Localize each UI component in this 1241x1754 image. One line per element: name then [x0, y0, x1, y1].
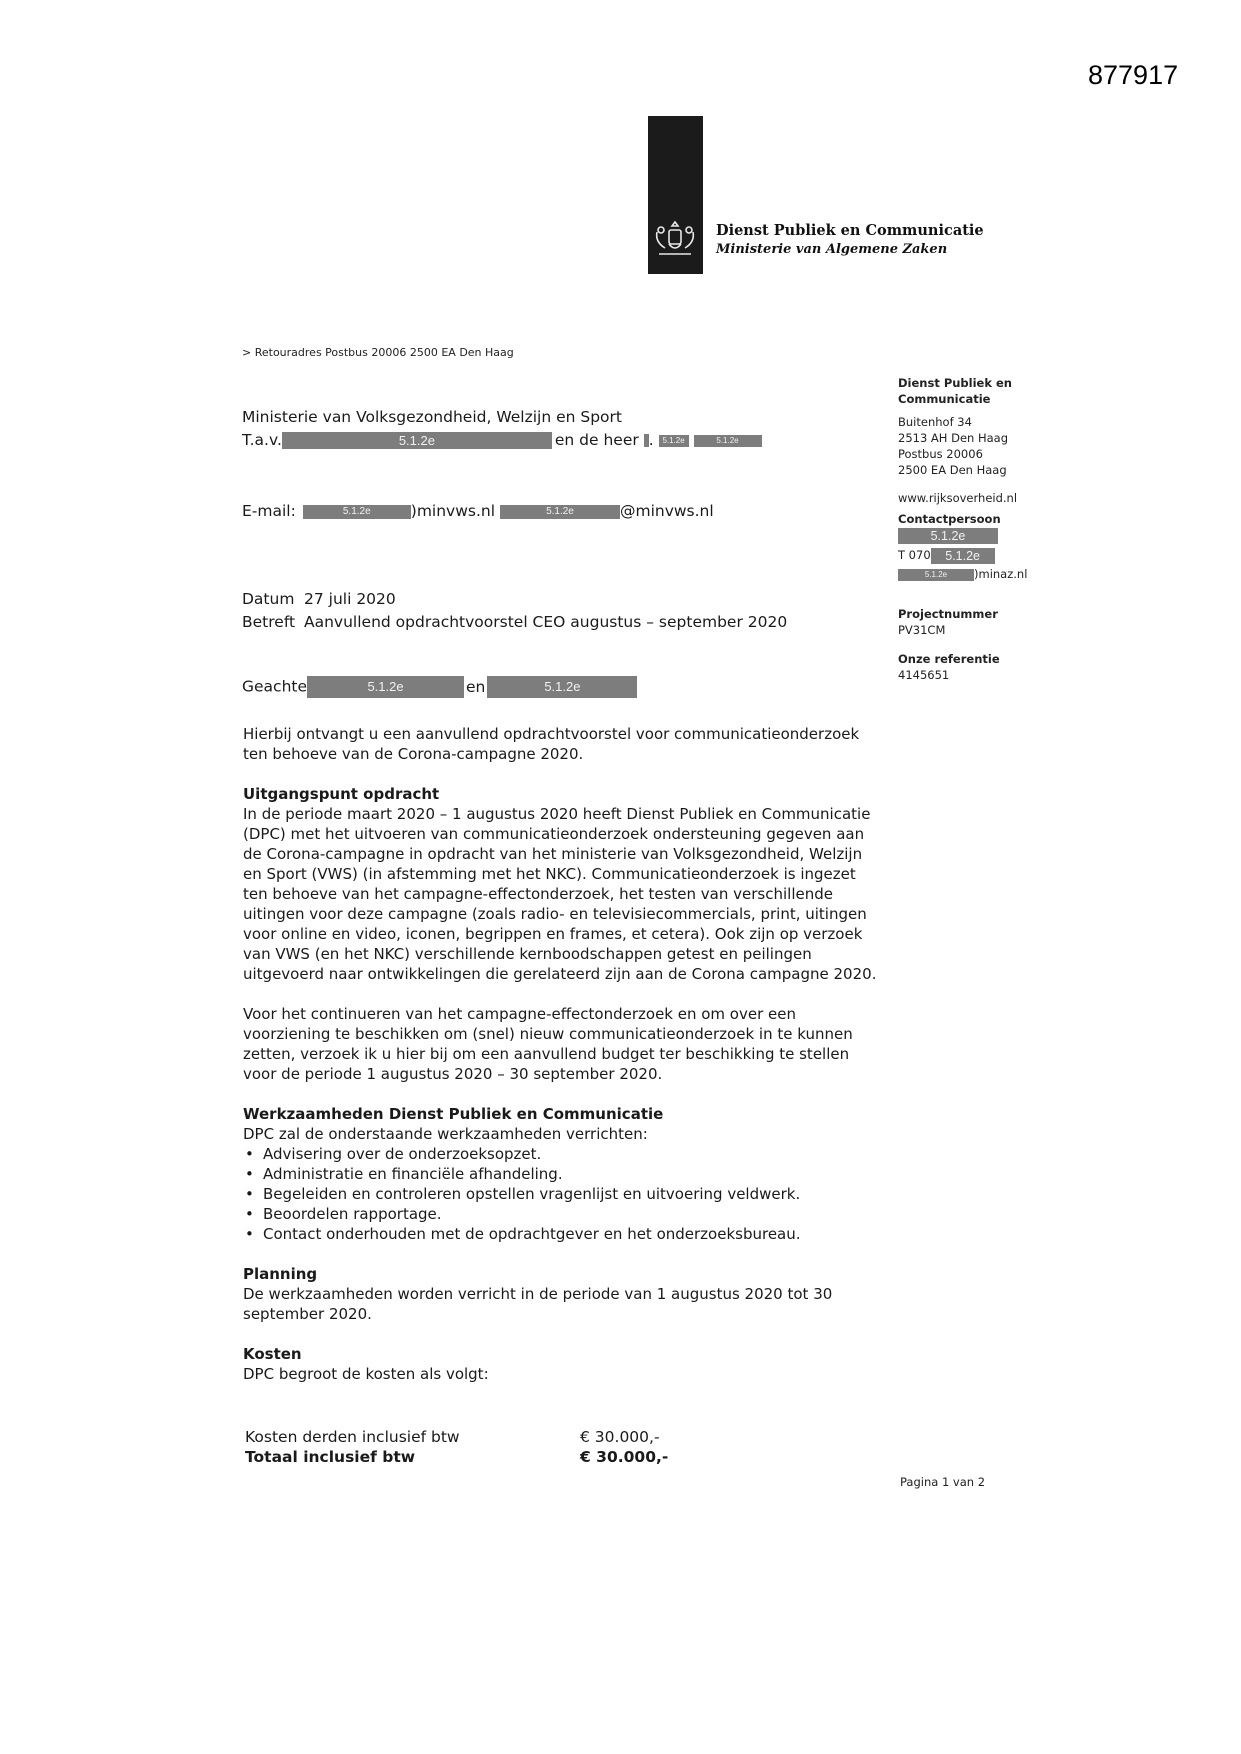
redaction-box: 5.1.2e — [487, 676, 637, 698]
redaction-box: 5.1.2e — [303, 505, 411, 519]
email-label: E-mail: — [242, 502, 296, 520]
redaction-box: 5.1.2e — [307, 676, 464, 698]
recipient-tav: T.a.v. 5.1.2e en de heer . 5.1.2e 5.1.2e — [242, 431, 762, 449]
redaction-box: 5.1.2e — [694, 435, 762, 447]
email1-suffix: )minvws.nl — [410, 502, 496, 520]
redaction-box: 5.1.2e — [282, 432, 552, 449]
subject-line: Betreft Aanvullend opdrachtvoorstel CEO augustus – september 2020 — [242, 613, 788, 631]
document-id: 877917 — [1088, 60, 1179, 90]
section-heading: Werkzaamheden Dienst Publiek en Communicatie — [243, 1105, 664, 1123]
paragraph: In de periode maart 2020 – 1 augustus 2020 heeft Dienst Publiek en Communicatie (DPC) met het uitvoeren van communicatieonderzoek ondersteuning gegeven aan de Corona-campagne in opdracht van het ministerie van Volksgezondheid, Welzijn en Sport (VWS) (in afstemming met het NKC). Communicatieonderzoek is ingezet ten behoeve van het campagne-effectonderzoek, het testen van verschillende uitingen voor deze campagne (zoals radio- en televisiecommercials, print, uitingen voor online en video, iconen, begrippen en frames, et cetera). Ook zijn op verzoek van VWS (en het NKC) verschillende kernboodschappen getest en peilingen uitgevoerd naar ontwikkelingen die gerelateerd zijn aan de Corona campagne 2020. — [243, 805, 877, 983]
letter-body — [243, 724, 883, 1384]
logo-subtitle: Ministerie van Algemene Zaken — [716, 242, 948, 257]
tav-middle: en de heer — [554, 431, 639, 449]
salutation: Geachte 5.1.2e en 5.1.2e — [242, 676, 637, 698]
return-address: > Retouradres Postbus 20006 2500 EA Den Haag — [242, 346, 514, 359]
paragraph: DPC begroot de kosten als volgt: — [243, 1365, 489, 1383]
page-number: Pagina 1 van 2 — [900, 1475, 986, 1489]
sidebar-phone: T 070 5.1.2e — [898, 547, 995, 564]
recipient-org: Ministerie van Volksgezondheid, Welzijn en Sport — [242, 408, 622, 426]
redaction-box: 5.1.2e — [500, 505, 620, 519]
task-list — [243, 1144, 883, 1244]
paragraph: Voor het continueren van het campagne-effectonderzoek en om over een voorziening te beschikken om (snel) nieuw communicatieonderzoek in te kunnen zetten, verzoek ik u hier bij om een aanvullend budget ter beschikking te stellen voor de periode 1 augustus 2020 – 30 september 2020. — [243, 1005, 853, 1083]
total-row: Totaal inclusief btw € 30.000,- — [245, 1448, 669, 1466]
sidebar-department: Dienst Publiek en Communicatie — [898, 376, 1012, 406]
intro-paragraph: Hierbij ontvangt u een aanvullend opdrachtvoorstel voor communicatieonderzoek ten behoeve van de Corona-campagne 2020. — [243, 725, 860, 763]
list-item: • Begeleiden en controleren opstellen vragenlijst en uitvoering veldwerk. — [243, 1184, 883, 1204]
sidebar-contact — [898, 527, 998, 544]
paragraph: DPC zal de onderstaande werkzaamheden verrichten: — [243, 1125, 648, 1143]
list-item: • Contact onderhouden met de opdrachtgever en het onderzoeksbureau. — [243, 1224, 883, 1244]
tav-prefix: T.a.v. — [242, 431, 282, 449]
sidebar-project: Projectnummer PV31CM — [898, 607, 998, 637]
cost-row: Kosten derden inclusief btw € 30.000,- — [245, 1428, 660, 1446]
list-item: • Advisering over de onderzoeksopzet. — [243, 1144, 883, 1164]
list-item: • Beoordelen rapportage. — [243, 1204, 883, 1224]
redaction-box: 5.1.2e — [931, 548, 995, 564]
logo-title: Dienst Publiek en Communicatie — [716, 222, 984, 239]
email2-suffix: @minvws.nl — [619, 502, 714, 520]
sidebar-contact-label: Contactpersoon — [898, 512, 1001, 526]
redaction-box: 5.1.2e — [659, 435, 689, 447]
list-item: • Administratie en financiële afhandeling. — [243, 1164, 883, 1184]
redaction-box: 5.1.2e — [898, 569, 974, 581]
sidebar-website: www.rijksoverheid.nl — [898, 491, 1018, 505]
crest-icon — [651, 218, 699, 262]
section-heading: Planning — [243, 1265, 318, 1283]
date-line: Datum 27 juli 2020 — [242, 590, 396, 608]
section-heading: Kosten — [243, 1345, 302, 1363]
recipient-email — [242, 502, 714, 520]
sidebar-reference: Onze referentie 4145651 — [898, 652, 1000, 682]
section-heading: Uitgangspunt opdracht — [243, 785, 440, 803]
sidebar-address: Buitenhof 34 2513 AH Den Haag Postbus 20006 2500 EA Den Haag — [898, 415, 1009, 477]
redaction-box: 5.1.2e — [898, 528, 998, 544]
paragraph: De werkzaamheden worden verricht in de periode van 1 augustus 2020 tot 30 september 2020. — [243, 1285, 833, 1323]
sidebar-email: 5.1.2e )minaz.nl — [898, 566, 1027, 582]
